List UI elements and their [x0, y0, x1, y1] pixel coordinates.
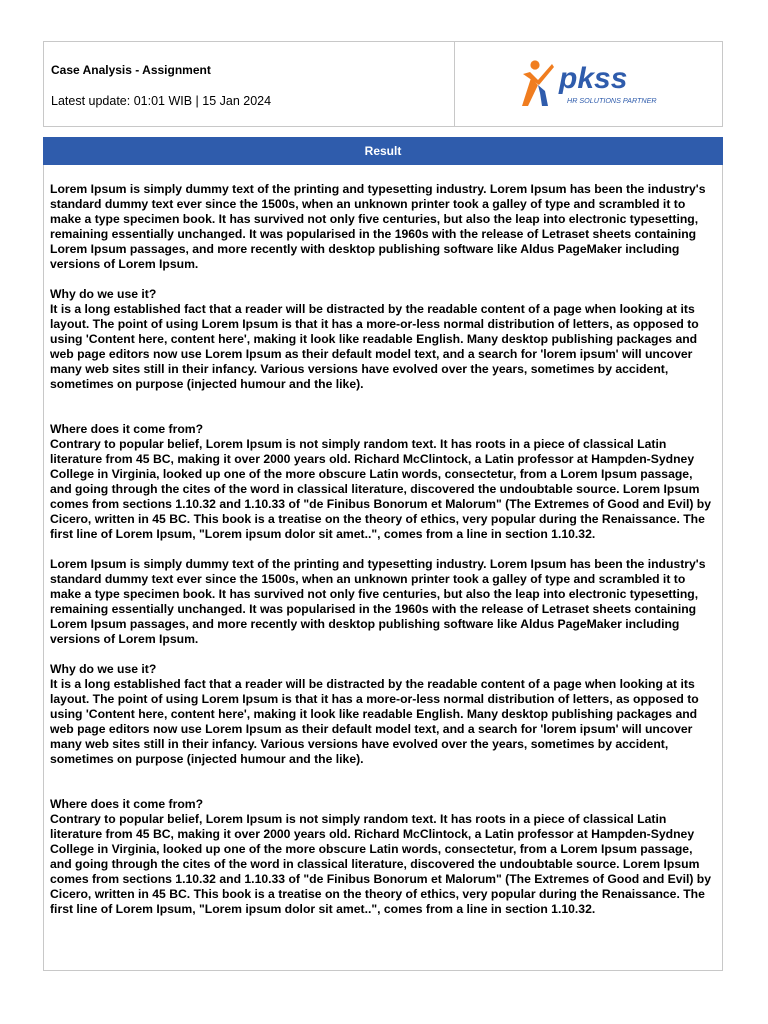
paragraph-1: Lorem Ipsum is simply dummy text of the printing and typesetting industry. Lorem Ipsum has been the industry's standard dummy text ever since the 1500s, when an unknown printer took a galley of type and scrambled it to make a type specimen book. It has survived not only five centuries, but also the leap into electronic typesetting, remaining essentially unchanged. It was popularised in the 1960s with the release of Letraset sheets containing Lorem Ipsum passages, and more recently with desktop publishing software like Aldus PageMaker including versions of Lorem Ipsum. [50, 182, 706, 271]
logo-figure-head [530, 60, 539, 69]
heading-why: Why do we use it? [50, 287, 157, 301]
document-title: Case Analysis - Assignment [51, 63, 211, 77]
heading-why-repeat: Why do we use it? [50, 662, 157, 676]
result-label: Result [364, 144, 402, 158]
header-info [44, 42, 455, 126]
logo-wordmark: pkss [559, 62, 628, 95]
paragraph-3-repeat: Contrary to popular belief, Lorem Ipsum is not simply random text. It has roots in a piece of classical Latin literature from 45 BC, making it over 2000 years old. Richard McClintock, a Latin professor at Hampden-Sydney College in Virginia, looked up one of the more obscure Latin words, consectetur, from a Lorem Ipsum passage, and going through the cites of the word in classical literature, discovered the undoubtable source. Lorem Ipsum comes from sections 1.10.32 and 1.10.33 of "de Finibus Bonorum et Malorum" (The Extremes of Good and Evil) by Cicero, written in 45 BC. This book is a treatise on the theory of ethics, very popular during the Renaissance. The first line of Lorem Ipsum, "Lorem ipsum dolor sit amet..", comes from a line in section 1.10.32. [50, 812, 712, 916]
paragraph-3: Contrary to popular belief, Lorem Ipsum is not simply random text. It has roots in a piece of classical Latin literature from 45 BC, making it over 2000 years old. Richard McClintock, a Latin professor at Hampden-Sydney College in Virginia, looked up one of the more obscure Latin words, consectetur, from a Lorem Ipsum passage, and going through the cites of the word in classical literature, discovered the undoubtable source. Lorem Ipsum comes from sections 1.10.32 and 1.10.33 of "de Finibus Bonorum et Malorum" (The Extremes of Good and Evil) by Cicero, written in 45 BC. This book is a treatise on the theory of ethics, very popular during the Renaissance. The first line of Lorem Ipsum, "Lorem ipsum dolor sit amet..", comes from a line in section 1.10.32. [50, 437, 712, 541]
pkss-logo [519, 58, 669, 110]
paragraph-2: It is a long established fact that a reader will be distracted by the readable content of a page when looking at its layout. The point of using Lorem Ipsum is that it has a more-or-less normal distribution of letters, as opposed to using 'Content here, content here', making it look like readable English. Many desktop publishing packages and web page editors now use Lorem Ipsum as their default model text, and a search for 'lorem ipsum' will uncover many web sites still in their infancy. Various versions have evolved over the years, sometimes by accident, sometimes on purpose (injected humour and the like). [50, 302, 699, 391]
result-content [43, 165, 723, 971]
paragraph-1-repeat: Lorem Ipsum is simply dummy text of the printing and typesetting industry. Lorem Ipsum has been the industry's standard dummy text ever since the 1500s, when an unknown printer took a galley of type and scrambled it to make a type specimen book. It has survived not only five centuries, but also the leap into electronic typesetting, remaining essentially unchanged. It was popularised in the 1960s with the release of Letraset sheets containing Lorem Ipsum passages, and more recently with desktop publishing software like Aldus PageMaker including versions of Lorem Ipsum. [50, 557, 706, 646]
logo-figure-leg [538, 85, 548, 106]
logo-tagline: HR SOLUTIONS PARTNER [567, 96, 657, 105]
heading-where-repeat: Where does it come from? [50, 797, 204, 811]
last-updated: Latest update: 01:01 WIB | 15 Jan 2024 [51, 94, 272, 108]
document-header [43, 41, 723, 127]
logo-area [455, 42, 722, 126]
paragraph-2-repeat: It is a long established fact that a reader will be distracted by the readable content of a page when looking at its layout. The point of using Lorem Ipsum is that it has a more-or-less normal distribution of letters, as opposed to using 'Content here, content here', making it look like readable English. Many desktop publishing packages and web page editors now use Lorem Ipsum as their default model text, and a search for 'lorem ipsum' will uncover many web sites still in their infancy. Various versions have evolved over the years, sometimes by accident, sometimes on purpose (injected humour and the like). [50, 677, 699, 766]
result-bar [43, 137, 723, 165]
heading-where: Where does it come from? [50, 422, 204, 436]
